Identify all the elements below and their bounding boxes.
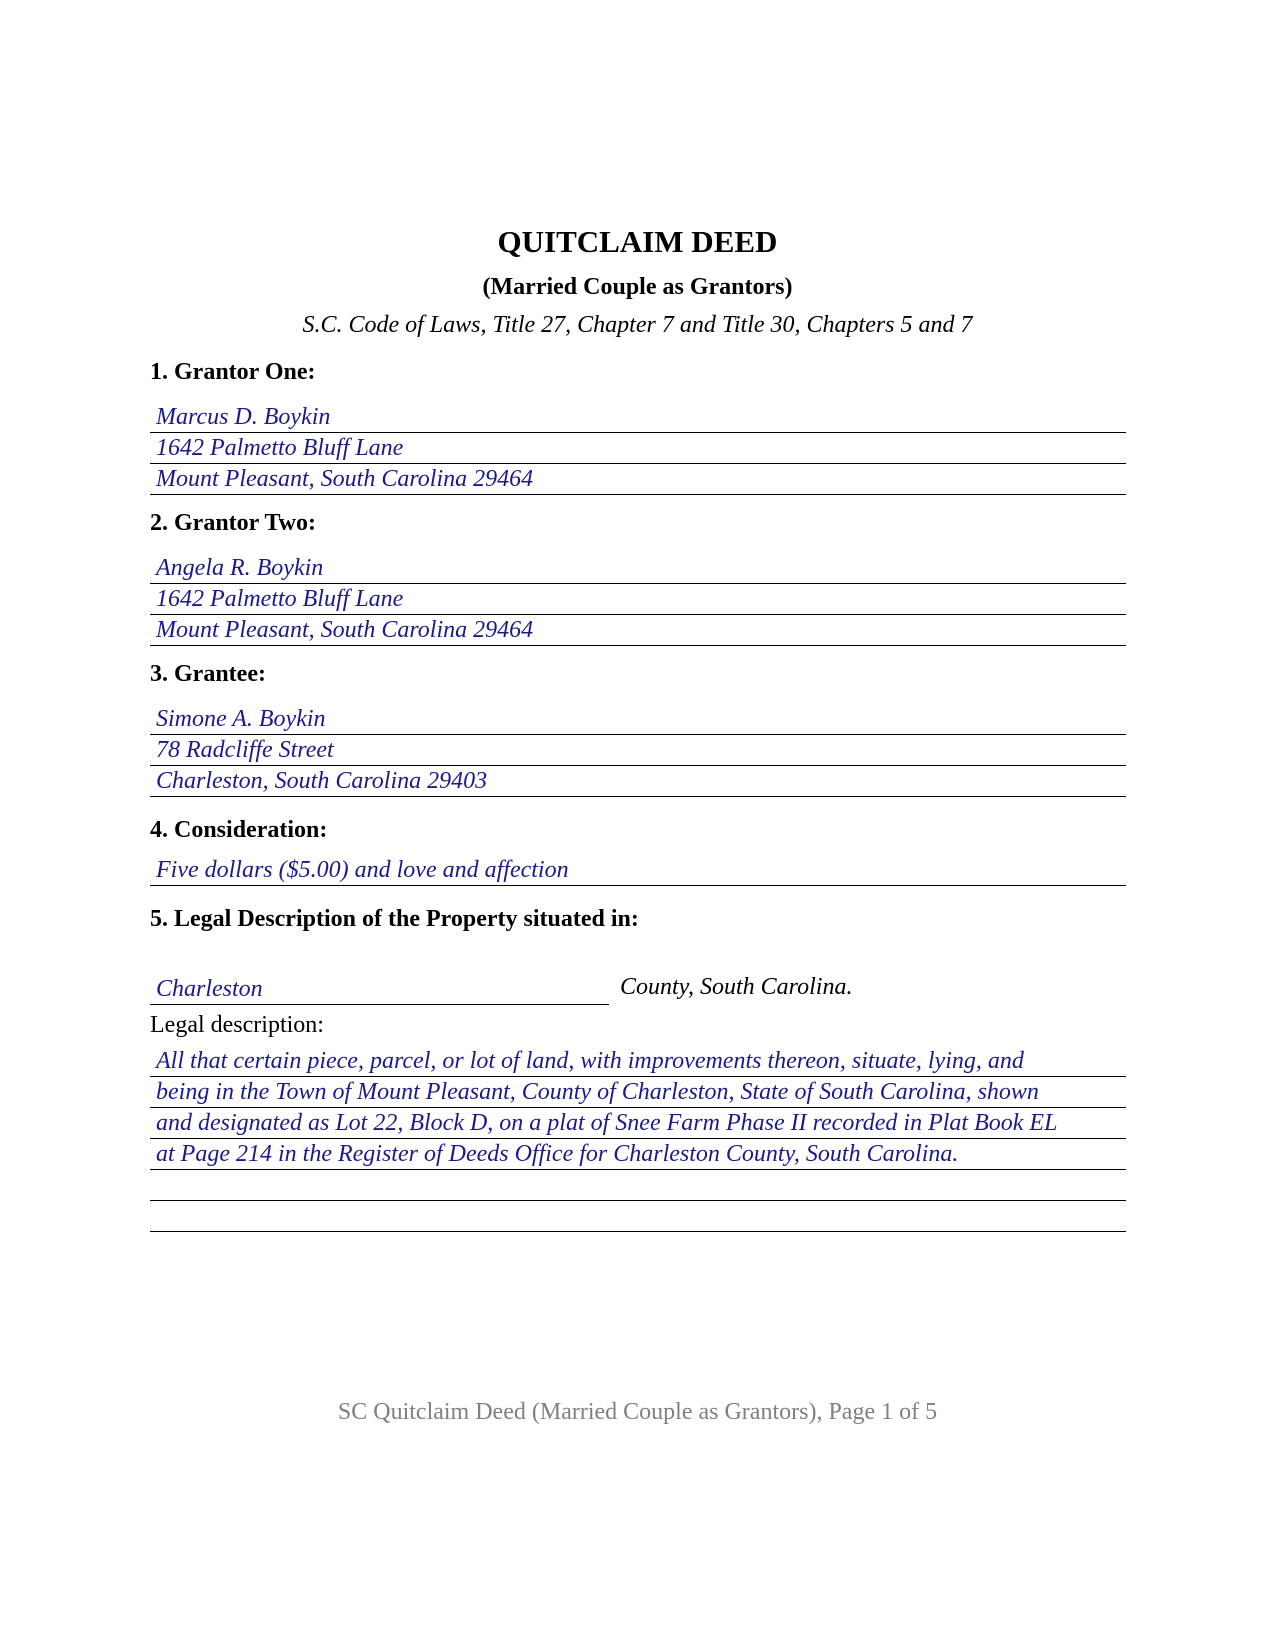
consideration-heading: 4. Consideration: <box>150 817 328 843</box>
legal-description-line[interactable] <box>150 1170 1126 1201</box>
legal-description-line[interactable] <box>150 1139 1126 1170</box>
grantor-two-city-field[interactable] <box>150 615 1126 646</box>
grantor-two-city: Mount Pleasant, South Carolina 29464 <box>156 617 534 643</box>
document-title: QUITCLAIM DEED <box>497 224 778 259</box>
legal-description-heading: 5. Legal Description of the Property situated in: <box>150 906 639 932</box>
grantor-two-name-field[interactable] <box>150 553 1126 584</box>
legal-description-line-text: being in the Town of Mount Pleasant, County of Charleston, State of South Carolina, shown <box>156 1079 1039 1105</box>
grantor-one-name-field[interactable] <box>150 402 1126 433</box>
legal-description-line[interactable] <box>150 1077 1126 1108</box>
legal-description-label: Legal description: <box>150 1012 324 1038</box>
consideration-value: Five dollars ($5.00) and love and affection <box>156 857 569 883</box>
grantee-street: 78 Radcliffe Street <box>156 737 334 763</box>
page-footer: SC Quitclaim Deed (Married Couple as Grantors), Page 1 of 5 <box>337 1399 938 1425</box>
county-suffix: County, South Carolina. <box>620 974 853 1000</box>
grantor-one-heading: 1. Grantor One: <box>150 359 316 385</box>
grantee-name-field[interactable] <box>150 704 1126 735</box>
consideration-field[interactable] <box>150 855 1126 886</box>
grantee-city-field[interactable] <box>150 766 1126 797</box>
grantor-two-heading: 2. Grantor Two: <box>150 510 316 536</box>
legal-description-line-text: at Page 214 in the Register of Deeds Office for Charleston County, South Carolina. <box>156 1141 959 1167</box>
grantor-two-name: Angela R. Boykin <box>156 555 324 581</box>
grantee-heading: 3. Grantee: <box>150 661 266 687</box>
grantor-one-city-field[interactable] <box>150 464 1126 495</box>
legal-description-line-text: All that certain piece, parcel, or lot of land, with improvements thereon, situate, lying, and <box>156 1048 1024 1074</box>
legal-description-line[interactable] <box>150 1201 1126 1232</box>
code-reference: S.C. Code of Laws, Title 27, Chapter 7 and Title 30, Chapters 5 and 7 <box>302 312 973 338</box>
grantor-two-street: 1642 Palmetto Bluff Lane <box>156 586 404 612</box>
grantee-city: Charleston, South Carolina 29403 <box>156 768 488 794</box>
grantor-one-name: Marcus D. Boykin <box>156 404 331 430</box>
legal-description-line[interactable] <box>150 1108 1126 1139</box>
legal-description-line[interactable] <box>150 1046 1126 1077</box>
grantor-one-street: 1642 Palmetto Bluff Lane <box>156 435 404 461</box>
county-field[interactable] <box>150 974 609 1005</box>
grantor-two-street-field[interactable] <box>150 584 1126 615</box>
grantee-street-field[interactable] <box>150 735 1126 766</box>
grantor-one-street-field[interactable] <box>150 433 1126 464</box>
document-subtitle: (Married Couple as Grantors) <box>482 274 793 300</box>
grantee-name: Simone A. Boykin <box>156 706 326 732</box>
grantor-one-city: Mount Pleasant, South Carolina 29464 <box>156 466 534 492</box>
legal-description-line-text: and designated as Lot 22, Block D, on a plat of Snee Farm Phase II recorded in Plat Book EL <box>156 1110 1058 1136</box>
county-value: Charleston <box>156 976 263 1002</box>
